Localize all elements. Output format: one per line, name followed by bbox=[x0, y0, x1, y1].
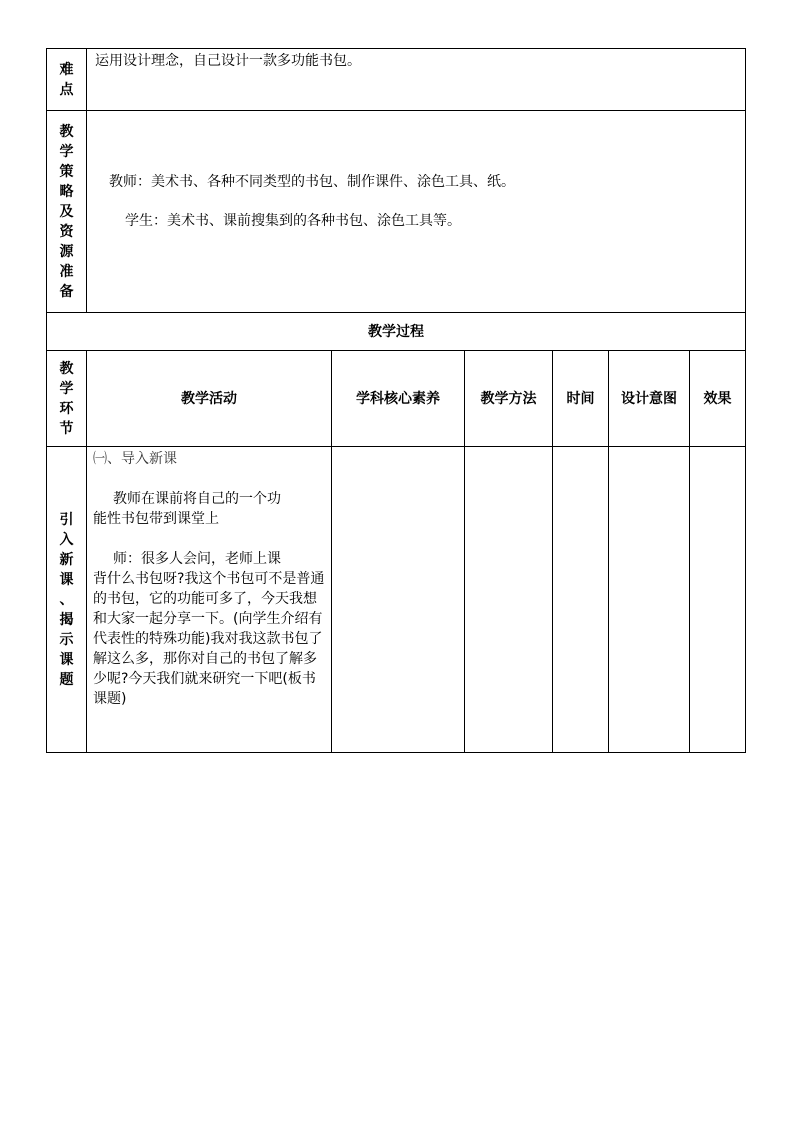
difficulty-text: 运用设计理念，自己设计一款多功能书包。 bbox=[95, 53, 361, 69]
label-char: 教 bbox=[59, 360, 74, 377]
label-char: 及 bbox=[59, 203, 74, 220]
label-char: 略 bbox=[59, 183, 74, 200]
header-row bbox=[47, 351, 746, 447]
label-char: 环 bbox=[59, 400, 74, 417]
intro-effect-cell bbox=[690, 447, 746, 753]
intro-activity-cell bbox=[87, 447, 332, 753]
label-char: 学 bbox=[59, 143, 74, 160]
process-title: 教学过程 bbox=[47, 313, 746, 351]
label-char: 新 bbox=[59, 551, 74, 568]
difficulty-row bbox=[47, 49, 746, 111]
stage-header bbox=[47, 351, 87, 447]
intro-stage-label bbox=[47, 447, 87, 753]
label-char: 源 bbox=[59, 243, 74, 260]
intro-time-cell bbox=[553, 447, 609, 753]
label-char: 资 bbox=[59, 223, 74, 240]
label-char: 揭 bbox=[59, 611, 74, 628]
label-char: 、 bbox=[59, 591, 74, 608]
label-char: 引 bbox=[59, 511, 74, 528]
resources-label bbox=[47, 111, 87, 313]
label-char: 教 bbox=[59, 123, 74, 140]
label-char: 策 bbox=[59, 163, 74, 180]
method-header: 教学方法 bbox=[465, 351, 553, 447]
intro-intent-cell bbox=[609, 447, 690, 753]
process-title-row bbox=[47, 313, 746, 351]
teacher-resources: 教师：美术书、各种不同类型的书包、制作课件、涂色工具、纸。 bbox=[109, 174, 515, 190]
student-resources: 学生：美术书、课前搜集到的各种书包、涂色工具等。 bbox=[125, 213, 461, 229]
label-char: 备 bbox=[59, 283, 74, 300]
label-char: 课 bbox=[59, 651, 74, 668]
label-char: 节 bbox=[59, 420, 74, 437]
difficulty-text-cell bbox=[87, 49, 746, 111]
label-char: 准 bbox=[59, 263, 74, 280]
label-char: 课 bbox=[59, 571, 74, 588]
label-char: 学 bbox=[59, 380, 74, 397]
label-char: 点 bbox=[59, 81, 74, 98]
resources-text-cell bbox=[87, 111, 746, 313]
intro-literacy-cell bbox=[332, 447, 465, 753]
label-char: 示 bbox=[59, 631, 74, 648]
time-header: 时间 bbox=[553, 351, 609, 447]
literacy-header: 学科核心素养 bbox=[332, 351, 465, 447]
intro-para1-line2: 能性书包带到课堂上 bbox=[93, 511, 219, 527]
resources-row bbox=[47, 111, 746, 313]
intro-para2-line1: 师：很多人会问，老师上课 bbox=[113, 551, 281, 567]
intro-para1-line1: 教师在课前将自己的一个功 bbox=[113, 491, 281, 507]
intro-para2-rest: 背什么书包呀?我这个书包可不是普通的书包，它的功能可多了，今天我想和大家一起分享一下。(向学生介绍有代表性的特殊功能)我对我这款书包了解这么多，那你对自己的书包了解多少呢?今天我们就来研究一下吧(板书课题) bbox=[93, 571, 325, 707]
effect-header: 效果 bbox=[690, 351, 746, 447]
intent-header: 设计意图 bbox=[609, 351, 690, 447]
label-char: 入 bbox=[59, 531, 74, 548]
label-char: 难 bbox=[59, 61, 74, 78]
lesson-plan-table bbox=[46, 48, 746, 753]
intro-row bbox=[47, 447, 746, 753]
label-char: 题 bbox=[59, 671, 74, 688]
intro-subtitle: ㈠、导入新课 bbox=[93, 451, 177, 467]
intro-method-cell bbox=[465, 447, 553, 753]
activity-header: 教学活动 bbox=[87, 351, 332, 447]
difficulty-label bbox=[47, 49, 87, 111]
